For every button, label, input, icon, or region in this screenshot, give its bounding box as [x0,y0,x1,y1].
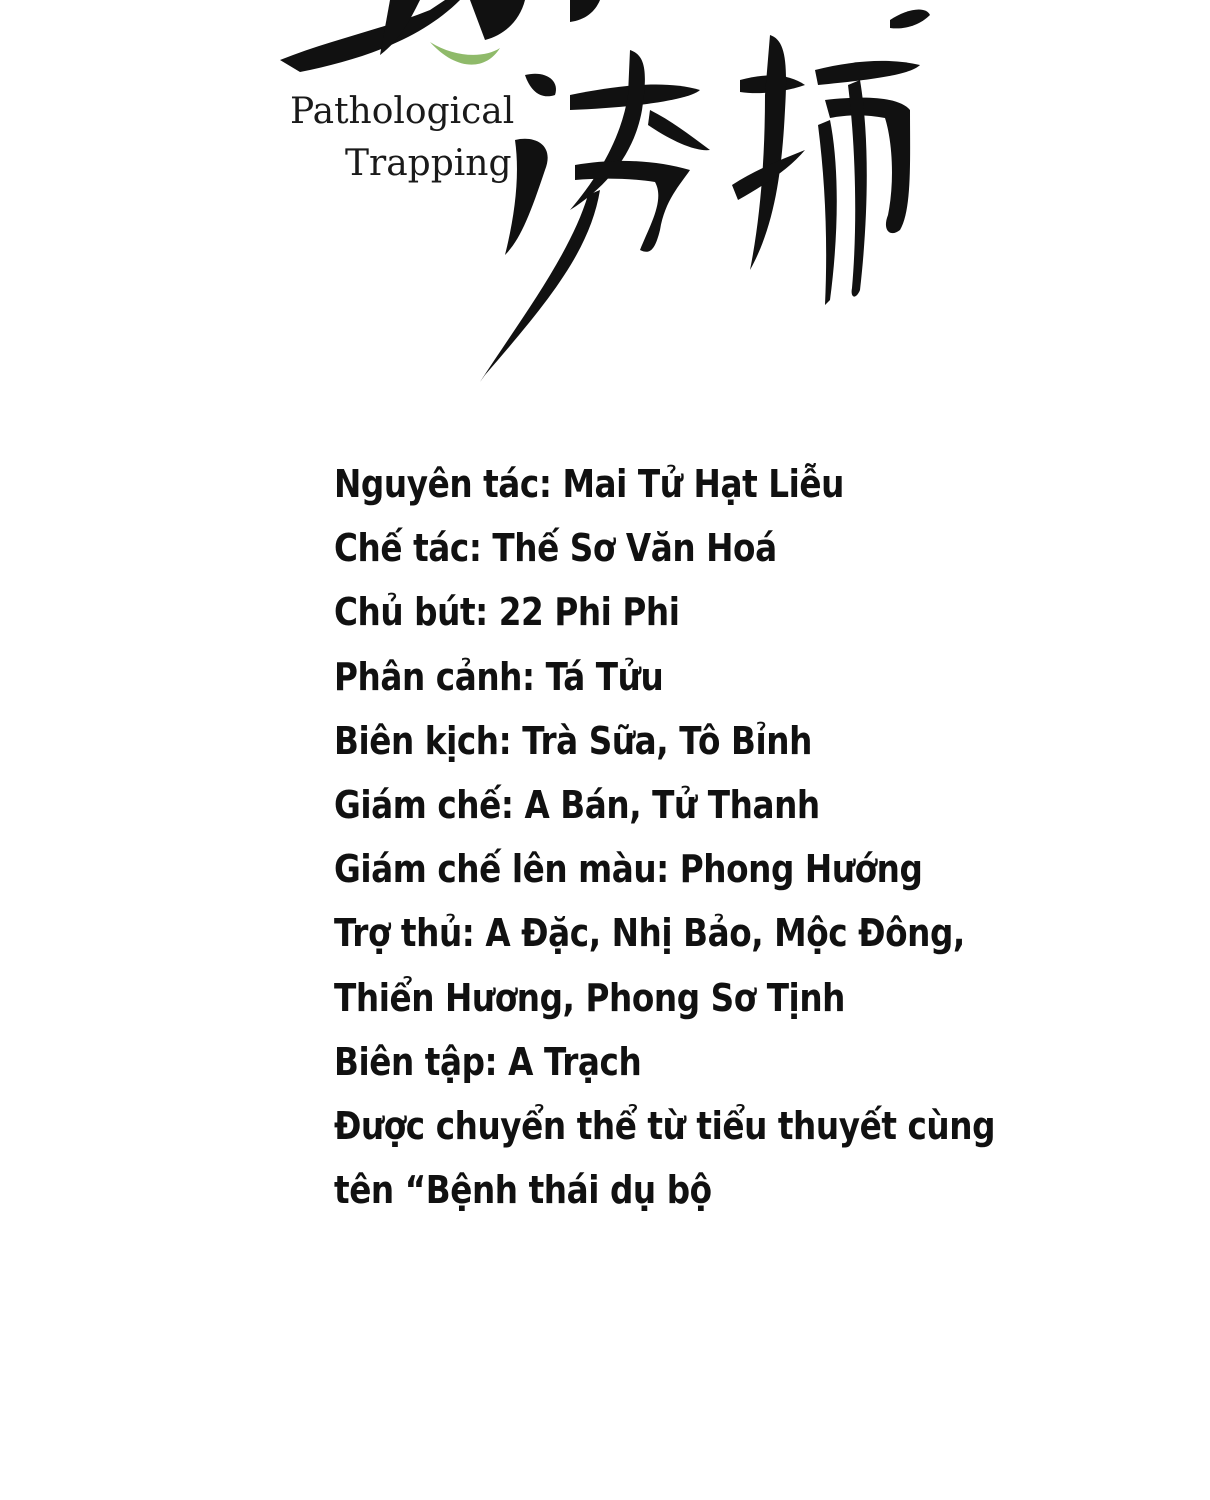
logo-subtitle [290,86,514,190]
logo-subtitle-line1: Pathological [290,91,515,132]
logo-subtitle-line2: Trapping [345,143,512,184]
credit-line: tên “Bệnh thái dụ bộ [334,1168,712,1213]
credit-line: Giám chế: A Bán, Tử Thanh [334,783,820,828]
calligraphy-title-icon [270,0,950,390]
credit-line: Thiển Hương, Phong Sơ Tịnh [334,975,846,1020]
credit-line: Biên kịch: Trà Sữa, Tô Bỉnh [334,718,812,763]
credit-line: Chủ bút: 22 Phi Phi [334,590,680,635]
credit-line: Nguyên tác: Mai Tử Hạt Liễu [334,462,844,506]
credit-line: Biên tập: A Trạch [334,1039,642,1084]
credit-line: Trợ thủ: A Đặc, Nhị Bảo, Mộc Đông, [334,911,965,956]
credit-line: Chế tác: Thế Sơ Văn Hoá [334,526,777,571]
credit-line: Được chuyển thể từ tiểu thuyết cùng [334,1104,996,1149]
credits-block [334,452,1056,1222]
credit-line: Giám chế lên màu: Phong Hướng [334,847,923,892]
title-logo [270,0,950,390]
credit-line: Phân cảnh: Tá Tửu [334,654,664,699]
